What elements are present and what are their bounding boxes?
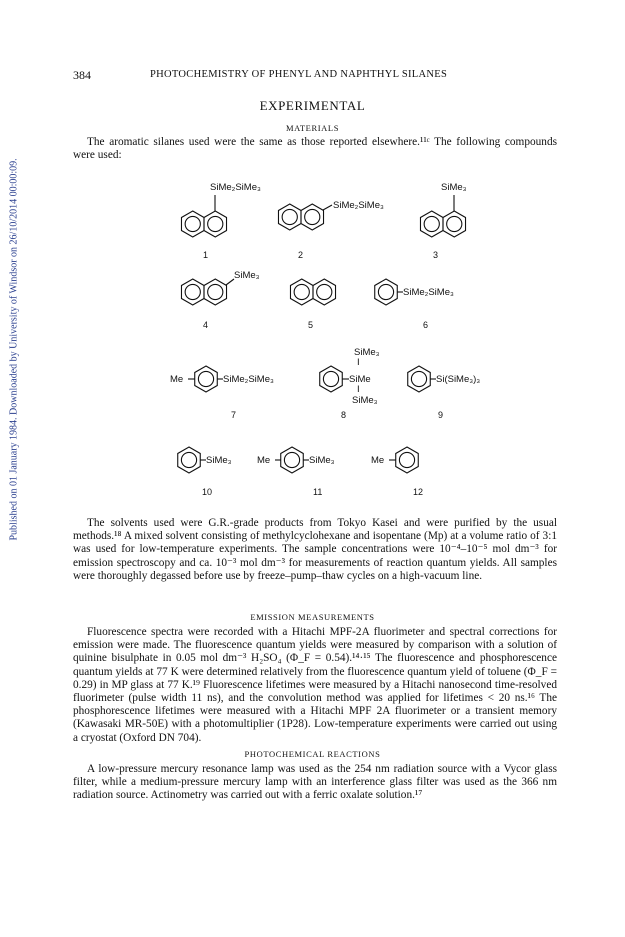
compound-7 (170, 366, 274, 420)
compound-11-substituent: SiMe₃ (309, 455, 335, 466)
compound-6-substituent: SiMe₂SiMe₃ (403, 287, 454, 298)
compound-8-bottom: SiMe₃ (352, 395, 378, 406)
compound-12-prefix: Me (371, 455, 385, 466)
compound-10-number: 10 (202, 487, 213, 497)
compound-9 (408, 366, 481, 420)
compound-4-substituent: SiMe₃ (234, 270, 260, 281)
materials-heading: MATERIALS (285, 123, 340, 133)
section-title: EXPERIMENTAL (259, 98, 366, 113)
compound-8-top: SiMe₃ (354, 347, 380, 358)
download-stamp: Published on 01 January 1984. Downloaded by University of Windsor on 26/10/2014 00:00:09. (8, 158, 20, 541)
emission-paragraph (73, 626, 557, 745)
compound-2-number: 2 (298, 250, 304, 260)
compound-1-number: 1 (203, 250, 209, 260)
compound-1 (181, 182, 260, 260)
svg-text:I: I (357, 384, 360, 395)
compound-7-prefix: Me (170, 374, 184, 385)
compound-11-number: 11 (313, 487, 323, 497)
compound-6-number: 6 (423, 320, 429, 330)
compound-7-substituent: SiMe₂SiMe₃ (223, 374, 274, 385)
materials-intro (73, 136, 557, 162)
photochem-heading: PHOTOCHEMICAL REACTIONS (244, 749, 381, 759)
compound-4-number: 4 (203, 320, 209, 330)
compound-12 (371, 447, 423, 497)
running-title: PHOTOCHEMISTRY OF PHENYL AND NAPHTHYL SILANES (150, 69, 448, 80)
compound-8-middle: SiMe (349, 374, 371, 385)
compound-1-substituent: SiMe₂SiMe₃ (210, 182, 261, 193)
solvents-text: The solvents used were G.R.-grade products from Tokyo Kasei and were purified by the usual methods.¹⁸ A mixed solvent consisting of methylcyclohexane and isopentane (Mp) at a volume ratio of 3:1 was used for low-temperature experiments. The sample concentrations were 10⁻⁴–10⁻⁵ mol dm⁻³ for emission spectroscopy and ca. 10⁻³ mol dm⁻³ for measurements of reaction quantum yields. All samples were thoroughly degassed before use by freeze–pump–thaw cycles on a high-vacuum line. (73, 517, 557, 582)
photochem-text: A low-pressure mercury resonance lamp was used as the 254 nm radiation source with a Vycor glass filter, while a medium-pressure mercury lamp with an interference glass filter was used as the 366 nm radiation source. Actinometry was carried out with a ferric oxalate solution.¹⁷ (73, 763, 557, 802)
compound-11-prefix: Me (257, 455, 271, 466)
emission-text: Fluorescence spectra were recorded with a Hitachi MPF-2A fluorimeter and spectral corrections for emission were made. The fluorescence quantum yields were measured by comparison with a solution of quinine bisulphate in 0.05 mol dm⁻³ H₂SO₄ (Φ_F = 0.54).¹⁴·¹⁵ The fluorescence and phosphorescence quantum yields at 77 K were determined relatively from the fluorescence quantum yield of toluene (Φ_F = 0.29) in MP glass at 77 K.¹⁹ Fluorescence lifetimes were measured by a Hitachi nanosecond time-resolved fluorimeter (pulse width 11 ns), and the convolution method was applied for lifetimes < 20 ns.¹⁶ The phosphorescence lifetimes were measured with a Hitachi MPF 2A fluorimeter or a transient memory (Kawasaki MR-50E) with a photomultiplier (1P28). Low-temperature experiments were carried out using a cryostat (Oxford DN 704). (73, 626, 557, 744)
structures-figure (0, 170, 625, 510)
compound-2-substituent: SiMe₂SiMe₃ (333, 200, 384, 211)
solvents-paragraph (73, 517, 557, 583)
compound-5 (290, 279, 335, 330)
photochem-paragraph (73, 763, 557, 803)
materials-intro-text: The aromatic silanes used were the same as those reported elsewhere.¹¹ᶜ The following compounds were used: (73, 136, 557, 162)
compound-7-number: 7 (231, 410, 237, 420)
compound-10 (178, 447, 232, 497)
compound-6 (375, 279, 454, 330)
compound-8-number: 8 (341, 410, 347, 420)
compound-4 (181, 270, 259, 330)
compound-3 (420, 182, 466, 260)
compound-3-substituent: SiMe₃ (441, 182, 467, 193)
compound-10-substituent: SiMe₃ (206, 455, 232, 466)
compound-8 (320, 347, 380, 420)
emission-heading: EMISSION MEASUREMENTS (250, 612, 375, 622)
page-number: 384 (73, 68, 91, 82)
compound-3-number: 3 (433, 250, 439, 260)
compound-12-number: 12 (413, 487, 424, 497)
svg-text:I: I (357, 357, 360, 368)
compound-11 (257, 447, 335, 497)
compound-5-number: 5 (308, 320, 314, 330)
compound-9-substituent: Si(SiMe₃)₃ (436, 374, 481, 385)
compound-2 (278, 200, 383, 260)
compound-9-number: 9 (438, 410, 444, 420)
